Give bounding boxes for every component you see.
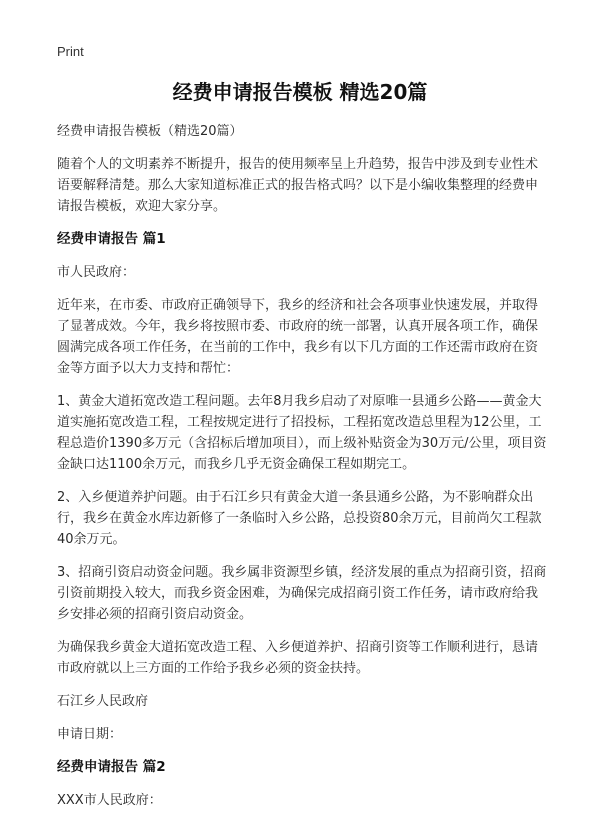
- section-1-paragraph-3: 2、入乡便道养护问题。由于石江乡只有黄金大道一条县通乡公路，为不影响群众出行，我乡在黄金水库边新修了一条临时入乡公路，总投资80余万元，目前尚欠工程款40余万元。: [57, 490, 542, 547]
- document-subtitle: 经费申请报告模板（精选20篇）: [57, 124, 243, 139]
- section-2-heading: 经费申请报告 篇2: [57, 759, 166, 775]
- section-1-paragraph-4: 3、招商引资启动资金问题。我乡属非资源型乡镇，经济发展的重点为招商引资，招商引资前期投入较大，而我乡资金困难，为确保完成招商引资工作任务，请市政府给我乡安排必须的招商引资启动资金。: [57, 565, 547, 622]
- print-link[interactable]: Print: [57, 44, 84, 59]
- section-1-paragraph-2: 1、黄金大道拓宽改造工程问题。去年8月我乡启动了对原唯一县通乡公路——黄金大道实施拓宽改造工程，工程按规定进行了招投标，工程拓宽改造总里程为12公里，工程总造价1390多万元（含招标后增加项目），而上级补贴资金为30万元/公里，项目资金缺口达1100余万元，而我乡几乎无资金确保工程如期完工。: [57, 394, 547, 472]
- intro-paragraph: 随着个人的文明素养不断提升，报告的使用频率呈上升趋势，报告中涉及到专业性术语要解释清楚。那么大家知道标准正式的报告格式吗？以下是小编收集整理的经费申请报告模板，欢迎大家分享。: [57, 157, 539, 214]
- section-1-salutation: 市人民政府：: [57, 265, 136, 280]
- document-body: [57, 121, 547, 823]
- section-1-signature: 石江乡人民政府: [57, 694, 149, 709]
- section-1-paragraph-1: 近年来，在市委、市政府正确领导下，我乡的经济和社会各项事业快速发展，并取得了显著成效。今年，我乡将按照市委、市政府的统一部署，认真开展各项工作，确保圆满完成各项工作任务，在当前的工作中，我乡有以下几方面的工作还需市政府在资金等方面予以大力支持和帮忙：: [57, 298, 539, 376]
- page-title: 经费申请报告模板 精选20篇: [172, 80, 428, 104]
- section-1-date-label: 申请日期：: [57, 727, 123, 742]
- section-1-paragraph-5: 为确保我乡黄金大道拓宽改造工程、入乡便道养护、招商引资等工作顺利进行，恳请市政府就以上三方面的工作给予我乡必须的资金扶持。: [57, 640, 539, 676]
- section-2-salutation: XXX市人民政府：: [57, 793, 162, 808]
- section-1-heading: 经费申请报告 篇1: [57, 231, 166, 247]
